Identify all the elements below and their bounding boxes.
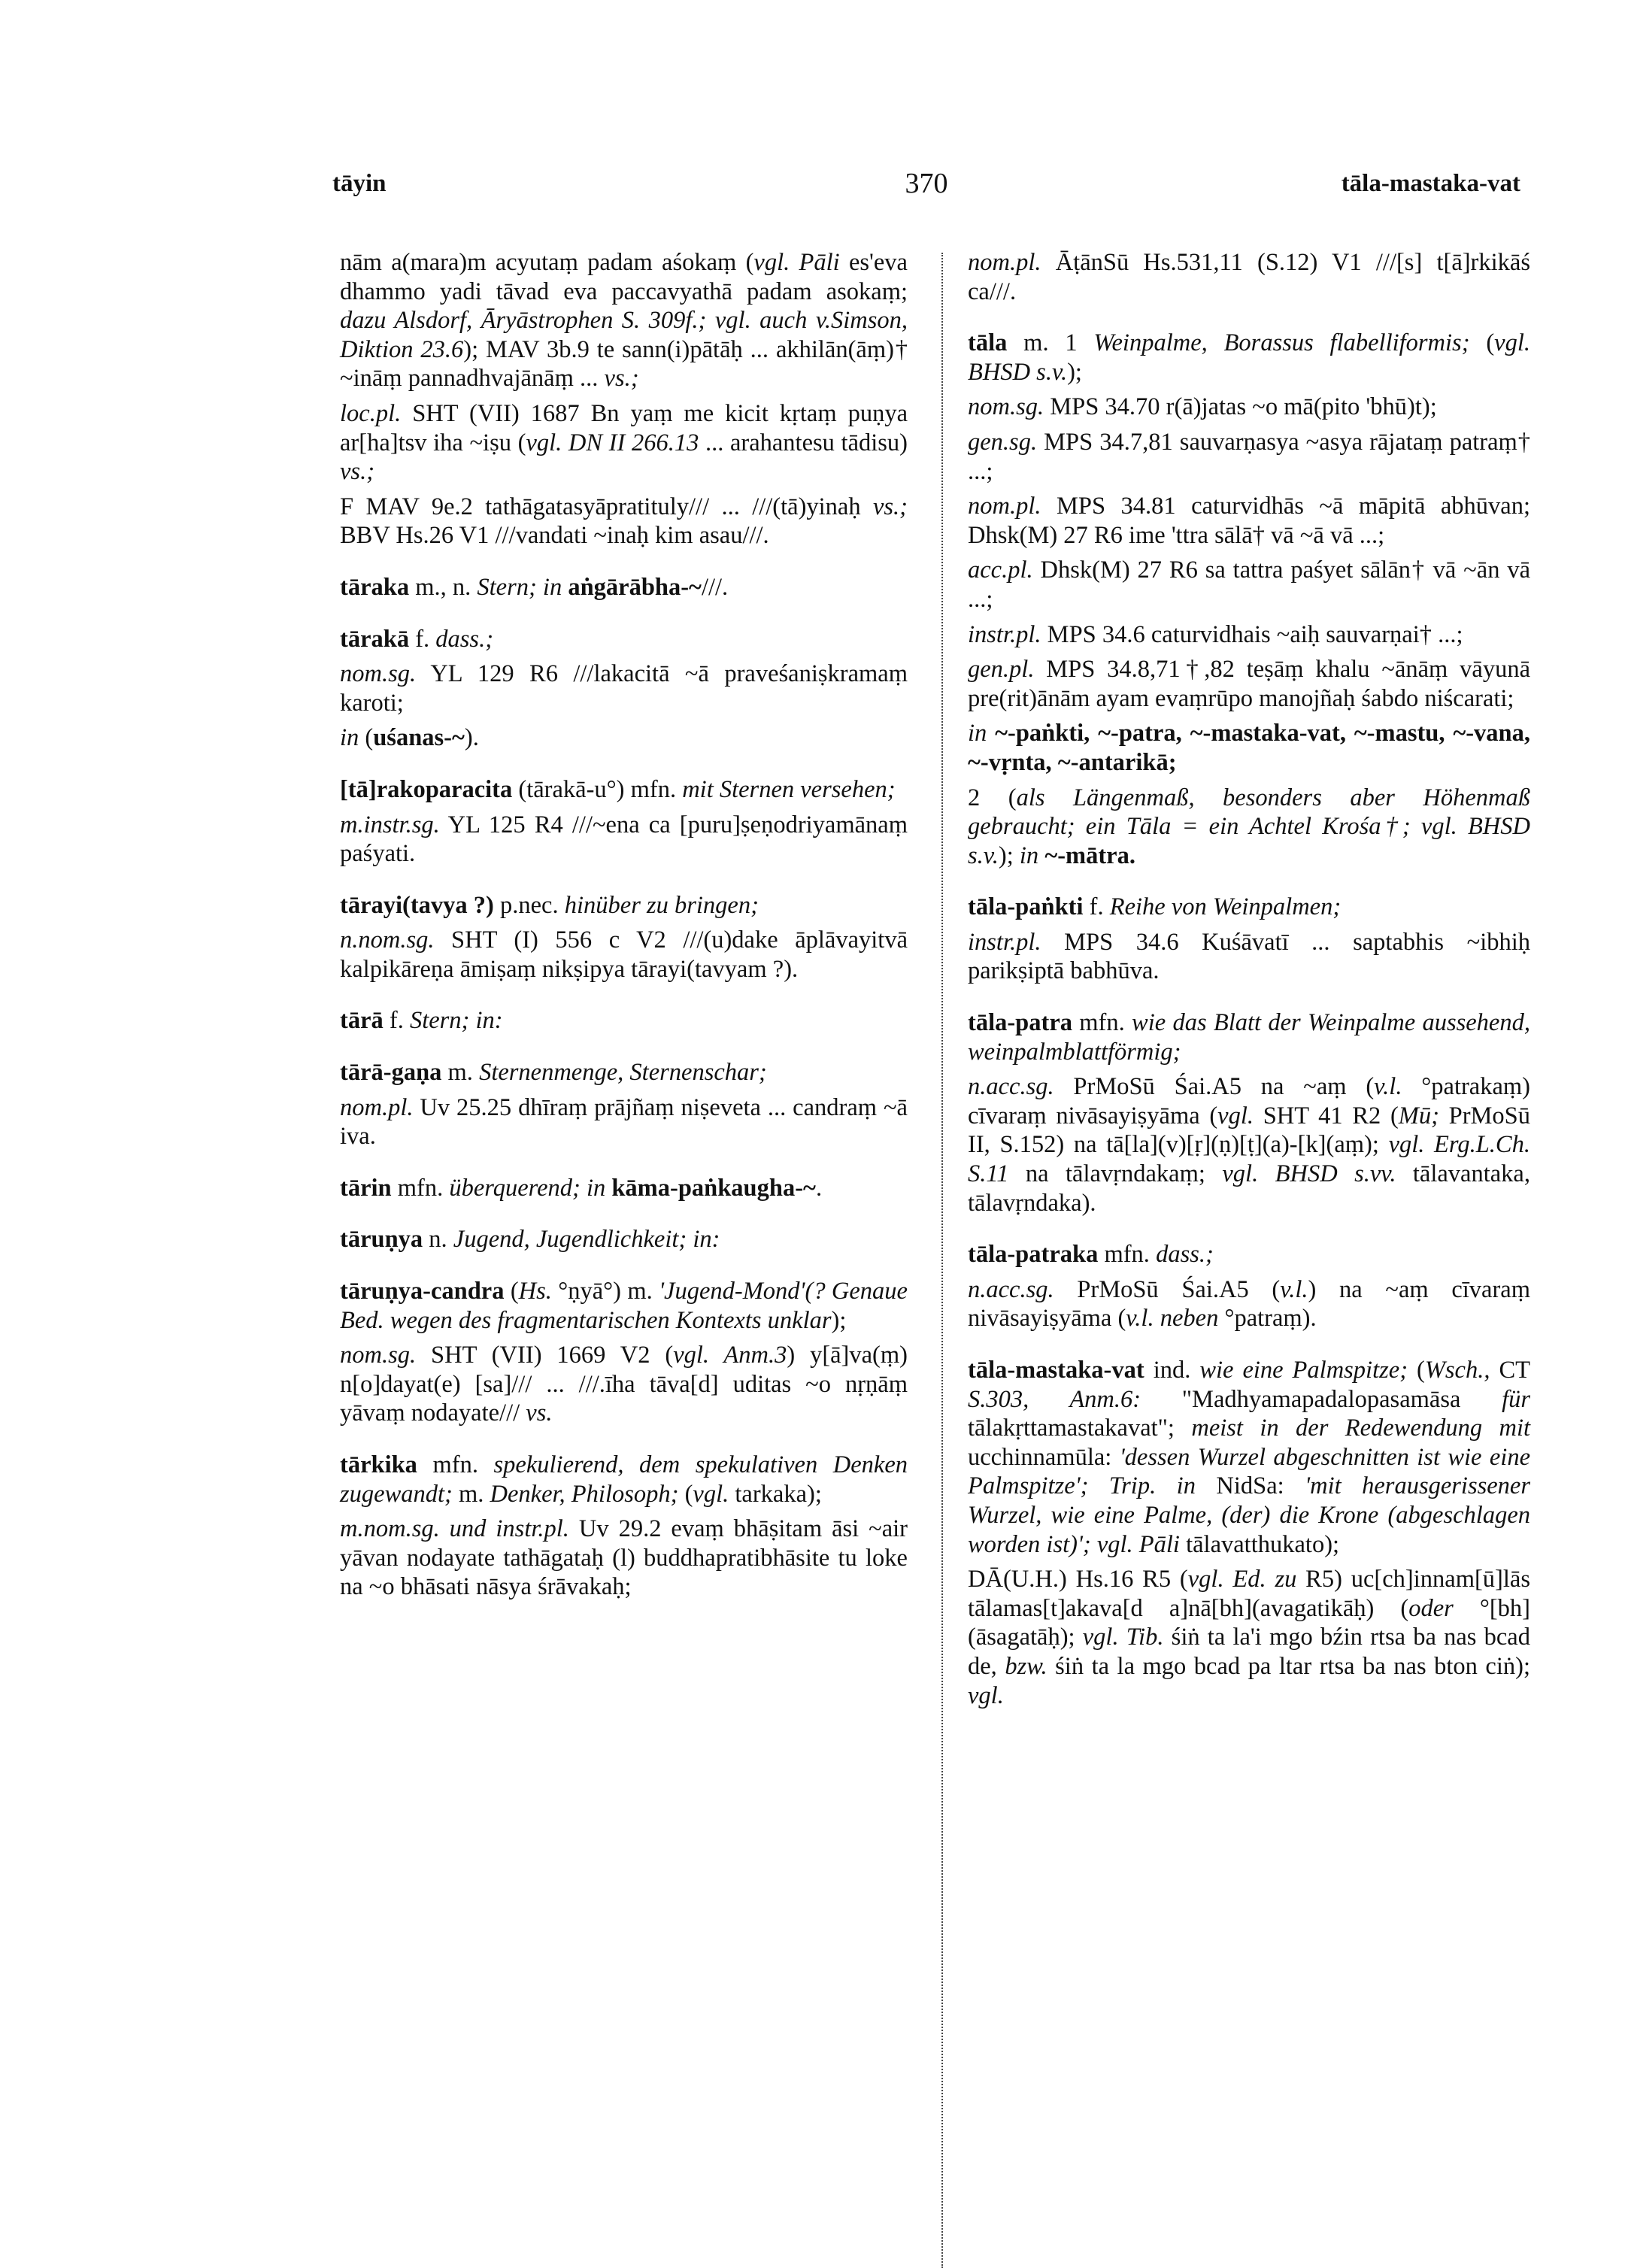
- text-segment: MPS 34.6 caturvidhais ~aiḥ sauvarṇai† ...;: [1041, 620, 1463, 648]
- italic-gloss: Stern; in:: [409, 1007, 503, 1035]
- text-segment: mfn.: [391, 1174, 450, 1202]
- text-segment: SHT (I) 556 c V2 ///(u)dake āplāvayitvā kalpikāreṇa āmiṣaṃ nikṣipya tārayi(tavyam ?).: [340, 926, 908, 983]
- text-segment: es'eva dhammo yadi tāvad eva paccavyathā padam asokaṃ;: [340, 249, 908, 305]
- text-segment: f.: [1083, 893, 1110, 921]
- italic-gloss: Stern; in: [477, 573, 562, 601]
- text-segment: ///.: [701, 573, 729, 601]
- headword: tāruṇya-candra: [340, 1278, 505, 1305]
- text-segment: MPS 34.70 r(ā)jatas ~o mā(pito 'bhū)t);: [1044, 393, 1437, 421]
- italic-gloss: in: [968, 720, 987, 747]
- text-segment: tālavatthukato);: [1179, 1530, 1340, 1558]
- citation-line: [968, 248, 1530, 306]
- italic-gloss: spekulierend, dem spekulativen Denken zugewandt;: [340, 1451, 908, 1508]
- italic-gloss: überquerend; in: [449, 1174, 606, 1202]
- text-segment: PrMoSū Śai.A5 (: [1054, 1275, 1281, 1303]
- text-segment: °ṇyā°) m.: [551, 1278, 659, 1305]
- citation-line: [340, 926, 908, 984]
- italic-gloss: hinüber zu bringen;: [564, 891, 759, 919]
- text-segment: YL 129 R6 ///lakacitā ~ā praveśaniṣkramaṃ karoti;: [340, 660, 908, 717]
- citation-line: [340, 248, 908, 393]
- text-segment: (: [678, 1480, 693, 1508]
- text-segment: ) na ~aṃ cīvaraṃ nivāsayiṣyāma (: [968, 1275, 1530, 1333]
- text-segment: .: [815, 1174, 823, 1202]
- citation-line: [968, 1072, 1530, 1217]
- text-segment: );: [831, 1306, 847, 1334]
- text-segment: m.: [441, 1059, 480, 1087]
- text-segment: m.: [452, 1480, 490, 1508]
- text-segment: śiṅ ta la mgo bcad pa ltar rtsa ba nas bton ciṅ);: [1047, 1652, 1530, 1680]
- italic-gloss: vgl. DN II 266.13: [526, 429, 699, 456]
- headword: tārayi(tavya ?): [340, 891, 494, 919]
- text-segment: SHT 41 R2 (: [1254, 1102, 1399, 1129]
- dictionary-entry: [340, 1174, 908, 1203]
- italic-gloss: vgl. Erg.L.Ch. S.11: [968, 1131, 1530, 1188]
- headword: tāraka: [340, 573, 410, 601]
- italic-gloss: m.nom.sg. und instr.pl.: [340, 1515, 569, 1543]
- text-segment: °patraṃ).: [1218, 1305, 1317, 1333]
- text-segment: tālavantaka, tālavṛndaka).: [968, 1160, 1530, 1217]
- italic-gloss: v.l.: [1280, 1275, 1308, 1303]
- text-segment: "Madhyamapadalopasamāsa: [1141, 1385, 1502, 1413]
- italic-gloss: vs.: [526, 1399, 553, 1427]
- dictionary-entry: [340, 1277, 908, 1335]
- italic-gloss: Hs.: [518, 1278, 552, 1305]
- text-segment: tālakṛttamastakavat";: [968, 1414, 1192, 1442]
- italic-gloss: vgl. Tib.: [1082, 1624, 1164, 1651]
- text-segment: ĀṭānSū Hs.531,11 (S.12) V1 ///[s] t[ā]rkikāś ca///.: [968, 249, 1530, 305]
- text-segment: f.: [383, 1007, 410, 1035]
- headword: tāla: [968, 329, 1008, 357]
- italic-gloss: vgl. Ed. zu: [1187, 1566, 1297, 1593]
- headword: tārakā: [340, 625, 410, 653]
- headword: tārā-gaṇa: [340, 1059, 442, 1087]
- italic-gloss: Wsch.,: [1424, 1357, 1490, 1384]
- text-segment: °patrakaṃ) cīvaraṃ nivāsayiṣyāma (: [968, 1073, 1530, 1129]
- right-running-headword: tāla-mastaka-vat: [1341, 170, 1520, 197]
- dictionary-entry: [340, 1451, 908, 1508]
- text-segment: mfn.: [417, 1451, 494, 1478]
- citation-line: [340, 493, 908, 550]
- citation-line: [340, 1093, 908, 1151]
- dictionary-entry: [968, 1240, 1530, 1269]
- italic-gloss: vs.;: [340, 458, 375, 486]
- headword: kāma-paṅkaugha-~: [611, 1174, 816, 1202]
- text-segment: Uv 25.25 dhīraṃ prājñaṃ niṣeveta ... candraṃ ~ā iva.: [340, 1093, 908, 1151]
- text-segment: (: [504, 1278, 519, 1305]
- italic-gloss: Reihe von Weinpalmen;: [1109, 893, 1342, 921]
- text-segment: Uv 29.2 evaṃ bhāṣitam āsi ~air yāvan nodayate tathāgataḥ (l) buddhapratibhāsite tu loke na ~o bhāsati nāsya śrāvakaḥ;: [340, 1515, 908, 1601]
- dictionary-entry: [340, 625, 908, 654]
- text-segment: f.: [409, 625, 436, 653]
- italic-gloss: vs.;: [872, 493, 908, 520]
- text-segment: ); MAV 3b.9 te sann(i)pātāḥ ... akhilān(āṃ)† ~ināṃ pannadhvajānāṃ ...: [340, 335, 908, 393]
- dictionary-entry: [340, 1006, 908, 1035]
- text-segment: F MAV 9e.2 tathāgatasyāpratituly/// ... ///(tā)yinaḥ: [340, 493, 873, 520]
- citation-line: [968, 1565, 1530, 1710]
- text-segment: tarkaka);: [729, 1480, 822, 1508]
- headword: tāla-patraka: [968, 1241, 1099, 1269]
- italic-gloss: meist in der Redewendung mit: [1191, 1414, 1530, 1442]
- citation-line: [340, 1515, 908, 1602]
- text-segment: m., n.: [409, 573, 477, 601]
- italic-gloss: Mū;: [1398, 1102, 1439, 1129]
- italic-gloss: nom.sg.: [340, 660, 417, 688]
- italic-gloss: für: [1502, 1385, 1531, 1413]
- text-segment: );: [1067, 358, 1082, 386]
- headword: ~-paṅkti, ~-patra, ~-mastaka-vat, ~-mastu, ~-vana, ~-vṛnta, ~-antarikā;: [968, 720, 1530, 776]
- text-segment: mfn.: [1098, 1241, 1157, 1269]
- text-segment: );: [998, 841, 1020, 869]
- text-segment: n.: [423, 1226, 453, 1254]
- italic-gloss: vgl.: [968, 1681, 1004, 1709]
- italic-gloss: vgl. Pāli: [753, 249, 840, 276]
- text-segment: °[bh](āsagatāḥ);: [968, 1594, 1530, 1651]
- text-segment: MPS 34.81 caturvidhās ~ā māpitā abhūvan; Dhsk(M) 27 R6 ime 'ttra sālā† vā ~ā vā ...;: [968, 493, 1530, 549]
- citation-line: [968, 492, 1530, 550]
- italic-gloss: Weinpalme, Borassus flabelliformis;: [1093, 329, 1470, 357]
- text-segment: YL 125 R4 ///~ena ca [puru]ṣeṇodriyamānaṃ paśyati.: [340, 811, 908, 868]
- citation-line: [968, 1275, 1530, 1333]
- citation-line: [968, 928, 1530, 986]
- italic-gloss: Denker, Philosoph;: [490, 1480, 679, 1508]
- italic-gloss: Sternenmenge, Sternenschar;: [479, 1059, 767, 1087]
- italic-gloss: n.acc.sg.: [968, 1073, 1054, 1101]
- italic-gloss: v.l. neben: [1126, 1305, 1219, 1333]
- text-segment: śiṅ ta la'i mgo bźin rtsa ba nas bcad de,: [968, 1624, 1530, 1680]
- italic-gloss: in: [1019, 841, 1039, 869]
- citation-line: [968, 784, 1530, 871]
- italic-gloss: vgl. Anm.3: [673, 1342, 787, 1369]
- italic-gloss: nom.sg.: [340, 1342, 417, 1369]
- text-segment: [987, 720, 995, 747]
- text-segment: ... arahantesu tādisu): [699, 429, 908, 456]
- italic-gloss: vgl. BHSD s.vv.: [1222, 1160, 1396, 1188]
- italic-gloss: in: [340, 724, 359, 752]
- citation-line: [340, 659, 908, 717]
- page-number: 370: [905, 168, 948, 199]
- italic-gloss: nom.pl.: [340, 1093, 414, 1121]
- text-segment: p.nec.: [493, 891, 565, 919]
- italic-gloss: gen.pl.: [968, 656, 1035, 684]
- italic-gloss: dazu Alsdorf, Āryāstrophen S. 309f.; vgl. auch v.Simson, Diktion 23.6: [340, 307, 908, 363]
- text-segment: ).: [464, 724, 479, 752]
- italic-gloss: n.acc.sg.: [968, 1275, 1054, 1303]
- italic-gloss: v.l.: [1374, 1073, 1402, 1101]
- headword: aṅgārābha-~: [568, 573, 702, 601]
- headword: tārkika: [340, 1451, 417, 1478]
- headword: tāruṇya: [340, 1226, 423, 1254]
- dictionary-entry: [968, 893, 1530, 922]
- italic-gloss: nom.sg.: [968, 393, 1044, 421]
- text-segment: SHT (VII) 1687 Bn yaṃ me kicit kṛtaṃ puṇya ar[ha]tsv iha ~iṣu (: [340, 399, 908, 456]
- text-segment: ind.: [1144, 1357, 1200, 1384]
- citation-line: [968, 428, 1530, 486]
- citation-line: [340, 723, 908, 753]
- text-segment: MPS 34.7,81 sauvarṇasya ~asya rājataṃ patraṃ† ...;: [968, 428, 1530, 485]
- italic-gloss: dass.;: [1156, 1241, 1214, 1269]
- headword: tārin: [340, 1174, 392, 1202]
- italic-gloss: als Längenmaß, besonders aber Höhenmaß gebraucht; ein Tāla = ein Achtel Krośa†; vgl. BHSD s.v.: [968, 784, 1530, 869]
- italic-gloss: n.nom.sg.: [340, 926, 435, 954]
- citation-line: [340, 399, 908, 487]
- text-segment: ucchinnamūla:: [968, 1443, 1120, 1471]
- headword: uśanas-~: [373, 724, 465, 752]
- dictionary-entry: [968, 1008, 1530, 1066]
- italic-gloss: instr.pl.: [968, 620, 1041, 648]
- headword: ~-mātra.: [1044, 841, 1135, 869]
- headword: tārā: [340, 1007, 384, 1035]
- citation-line: [968, 393, 1530, 422]
- italic-gloss: nom.pl.: [968, 493, 1041, 520]
- text-segment: ) y[ā]va(ṃ) n[o]dayat(e) [sa]/// ... ///.īha tāva[d] uditas ~o nṛṇāṃ yāvaṃ nodayate///: [340, 1342, 908, 1427]
- left-column: [340, 248, 908, 1608]
- column-divider: [941, 253, 943, 2268]
- italic-gloss: vgl.: [1217, 1102, 1254, 1129]
- citation-line: [968, 719, 1530, 777]
- text-segment: PrMoSū II, S.152) na tā[la](v)[ṛ](ṇ)[ṭ](a)-[k](aṃ);: [968, 1102, 1530, 1159]
- italic-gloss: Jugend, Jugendlichkeit; in:: [453, 1226, 720, 1254]
- italic-gloss: mit Sternen versehen;: [682, 775, 896, 803]
- citation-line: [968, 655, 1530, 713]
- text-segment: Dhsk(M) 27 R6 sa tattra paśyet sālān† vā ~ān vā ...;: [968, 556, 1530, 613]
- citation-line: [968, 556, 1530, 614]
- headword: tāla-mastaka-vat: [968, 1357, 1144, 1384]
- italic-gloss: acc.pl.: [968, 556, 1033, 584]
- italic-gloss: dass.;: [435, 625, 494, 653]
- text-segment: BBV Hs.26 V1 ///vandati ~inaḥ kim asau///.: [340, 522, 769, 550]
- text-segment: DĀ(U.H.) Hs.16 R5 (: [968, 1566, 1188, 1593]
- italic-gloss: wie das Blatt der Weinpalme aussehend, weinpalmblattförmig;: [968, 1009, 1530, 1066]
- italic-gloss: wie eine Palmspitze;: [1199, 1357, 1408, 1384]
- text-segment: NidSa:: [1195, 1472, 1305, 1500]
- text-segment: 2 (: [968, 784, 1017, 811]
- text-segment: m. 1: [1007, 329, 1094, 357]
- text-segment: (: [1469, 329, 1495, 357]
- italic-gloss: bzw.: [1005, 1652, 1047, 1680]
- headword: tāla-patra: [968, 1009, 1072, 1037]
- dictionary-entry: [968, 329, 1530, 387]
- italic-gloss: vgl. BHSD s.v.: [968, 329, 1530, 386]
- text-segment: CT: [1490, 1357, 1530, 1384]
- citation-line: [340, 1341, 908, 1428]
- italic-gloss: vgl.: [693, 1480, 729, 1508]
- dictionary-entry: [340, 573, 908, 602]
- italic-gloss: loc.pl.: [340, 399, 402, 427]
- text-segment: na tālavṛndakaṃ;: [1008, 1160, 1223, 1188]
- dictionary-entry: [340, 1058, 908, 1087]
- text-segment: MPS 34.8,71†,82 teṣāṃ khalu ~ānāṃ vāyunā pre(rit)ānām ayam evaṃrūpo manojñaḥ śabdo niścarati;: [968, 656, 1530, 712]
- italic-gloss: 'Jugend-Mond'(? Genaue Bed. wegen des fragmentarischen Kontexts unklar: [340, 1278, 908, 1334]
- italic-gloss: oder: [1408, 1594, 1454, 1622]
- text-segment: R5) uc[ch]innam[ū]lās tālamas[t]akava[d a]nā[bh](avagatikāḥ) (: [968, 1566, 1530, 1622]
- citation-line: [340, 811, 908, 869]
- dictionary-entry: [968, 1356, 1530, 1559]
- text-segment: (: [1408, 1357, 1425, 1384]
- headword: tāla-paṅkti: [968, 893, 1084, 921]
- italic-gloss: S.303, Anm.6:: [968, 1385, 1141, 1413]
- headword: [tā]rakoparacita: [340, 775, 513, 803]
- text-segment: (tārakā-u°) mfn.: [512, 775, 683, 803]
- text-segment: PrMoSū Śai.A5 na ~aṃ (: [1054, 1073, 1375, 1101]
- text-segment: SHT (VII) 1669 V2 (: [416, 1342, 674, 1369]
- italic-gloss: gen.sg.: [968, 428, 1038, 456]
- running-head: [332, 170, 1520, 208]
- text-segment: mfn.: [1072, 1009, 1132, 1037]
- dictionary-entry: [340, 891, 908, 920]
- dictionary-entry: [340, 775, 908, 805]
- text-segment: nām a(mara)m acyutaṃ padam aśokaṃ (: [340, 249, 754, 276]
- italic-gloss: 'mit herausgerissener Wurzel, wie eine Palme, (der) die Krone (abgeschlagen worden ist)'; vgl. Pāli: [968, 1472, 1530, 1558]
- text-segment: (: [359, 724, 374, 752]
- italic-gloss: nom.pl.: [968, 249, 1041, 276]
- italic-gloss: instr.pl.: [968, 928, 1041, 956]
- left-running-headword: tāyin: [332, 170, 387, 197]
- italic-gloss: vs.;: [604, 365, 639, 393]
- text-segment: MPS 34.6 Kuśāvatī ... saptabhis ~ibhiḥ parikṣiptā babhūva.: [968, 928, 1530, 985]
- dictionary-entry: [340, 1225, 908, 1254]
- italic-gloss: m.instr.sg.: [340, 811, 440, 838]
- italic-gloss: 'dessen Wurzel abgeschnitten ist wie eine Palmspitze'; Trip. in: [968, 1443, 1531, 1500]
- right-column: [968, 248, 1530, 1716]
- citation-line: [968, 620, 1530, 650]
